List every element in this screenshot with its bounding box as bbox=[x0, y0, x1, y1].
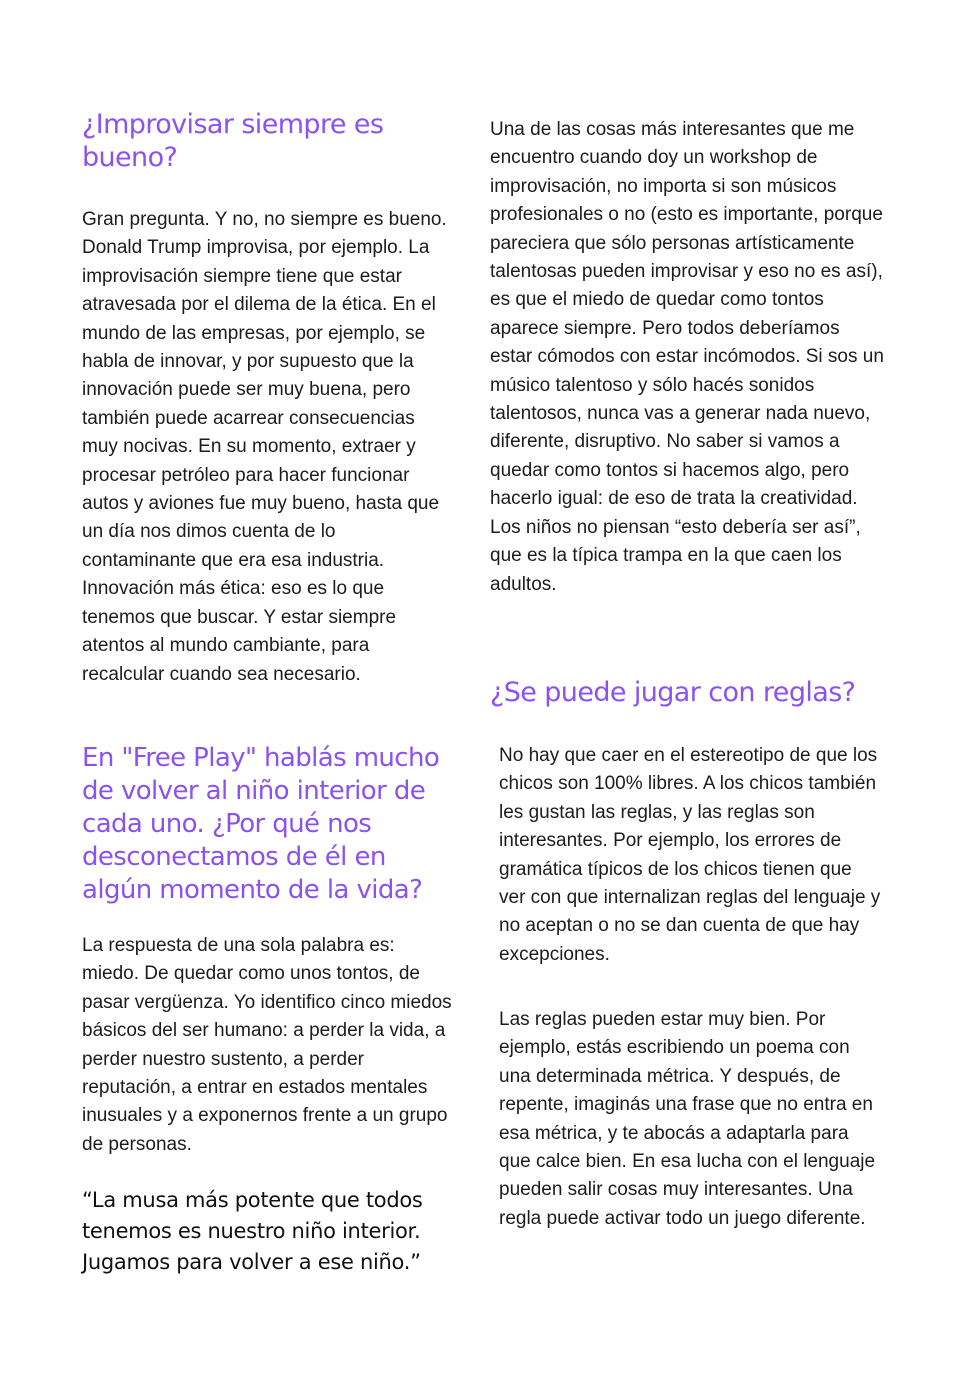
heading-free-play bbox=[82, 742, 462, 907]
body-paragraph: Las reglas pueden estar muy bien. Por ejemplo, estás escribiendo un poema con una determinada métrica. Y después, de repente, imaginás una frase que no entra en esa métrica, y te abocás a adaptarla para que calce bien. En esa lucha con el lenguaje pueden salir cosas muy interesantes. Una regla puede activar todo un juego diferente. bbox=[499, 1009, 876, 1229]
pull-quote bbox=[82, 1185, 454, 1278]
paragraph-estereotipo bbox=[499, 742, 881, 969]
paragraph-workshop bbox=[490, 116, 885, 599]
quote-text: “La musa más potente que todos tenemos es nuestro niño interior. Jugamos para volver a ese niño.” bbox=[82, 1188, 423, 1274]
body-paragraph: No hay que caer en el estereotipo de que los chicos son 100% libres. A los chicos también les gustan las reglas, y las reglas son interesantes. Por ejemplo, los errores de gramática típicos de los chicos tienen que ver con que internalizan reglas del lenguaje y no aceptan o no se dan cuenta de que hay excepciones. bbox=[499, 745, 881, 965]
section-heading: ¿Improvisar siempre es bueno? bbox=[82, 109, 384, 173]
body-paragraph: La respuesta de una sola palabra es: miedo. De quedar como unos tontos, de pasar vergüenza. Yo identifico cinco miedos básicos del ser humano: a perder la vida, a perder nuestro sustento, a perder reputación, a entrar en estados mentales inusuales y a exponernos frente a un grupo de personas. bbox=[82, 935, 452, 1155]
heading-reglas bbox=[490, 676, 890, 709]
paragraph-miedo bbox=[82, 932, 454, 1159]
paragraph-reglas bbox=[499, 1006, 884, 1233]
paragraph-improvisar bbox=[82, 206, 454, 689]
body-paragraph: Una de las cosas más interesantes que me encuentro cuando doy un workshop de improvisación, no importa si son músicos profesionales o no (esto es importante, porque pareciera que sólo personas artísticamente talentosas pueden improvisar y eso no es así), es que el miedo de quedar como tontos aparece siempre. Pero todos deberíamos estar cómodos con estar incómodos. Si sos un músico talentoso y sólo hacés sonidos talentosos, nunca vas a generar nada nuevo, diferente, disruptivo. No saber si vamos a quedar como tontos si hacemos algo, pero hacerlo igual: de eso de trata la creatividad. Los niños no piensan “esto debería ser así”, que es la típica trampa en la que caen los adultos. bbox=[490, 119, 884, 595]
body-paragraph: Gran pregunta. Y no, no siempre es bueno. Donald Trump improvisa, por ejemplo. La improvisación siempre tiene que estar atravesada por el dilema de la ética. En el mundo de las empresas, por ejemplo, se habla de innovar, y por supuesto que la innovación puede ser muy buena, pero también puede acarrear consecuencias muy nocivas. En su momento, extraer y procesar petróleo para hacer funcionar autos y aviones fue muy bueno, hasta que un día nos dimos cuenta de lo contaminante que era esa industria. Innovación más ética: eso es lo que tenemos que buscar. Y estar siempre atentos al mundo cambiante, para recalcular cuando sea necesario. bbox=[82, 209, 447, 685]
section-heading: ¿Se puede jugar con reglas? bbox=[490, 677, 856, 708]
heading-improvisar bbox=[82, 108, 442, 174]
section-heading: En "Free Play" hablás mucho de volver al niño interior de cada uno. ¿Por qué nos desconectamos de él en algún momento de la vida? bbox=[82, 743, 440, 905]
